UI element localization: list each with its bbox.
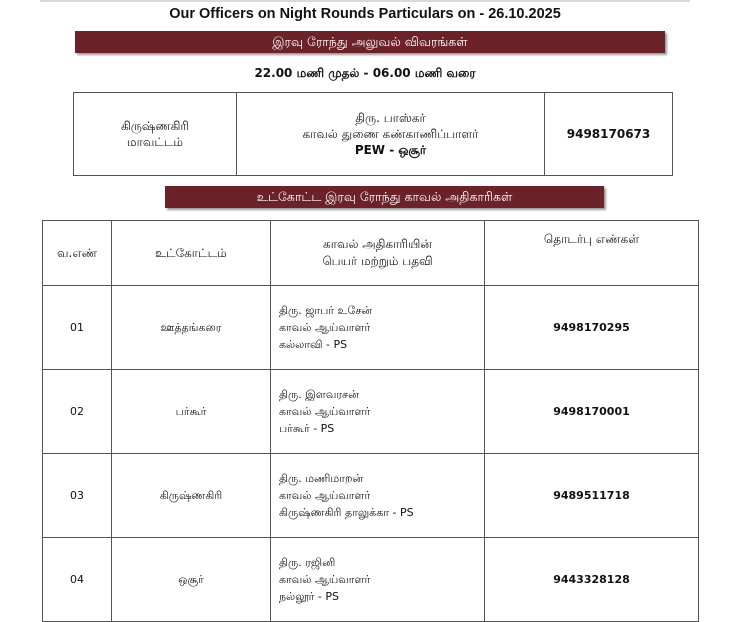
row-subdivision: கிருஷ்ணகிரி: [112, 454, 271, 538]
row-phone: 9489511718: [485, 454, 699, 538]
district-officer-rank: காவல் துணை கண்காணிப்பாளர்: [302, 127, 479, 141]
row-subdivision: ஒசூர்: [112, 538, 271, 622]
district-officer-phone: 9498170673: [545, 93, 673, 176]
header-contact: தொடர்பு எண்கள்: [485, 221, 699, 286]
district-officer-row: [74, 93, 673, 176]
district-name-line2: மாவட்டம்: [126, 135, 184, 149]
row-subdivision: ஊத்தங்கரை: [112, 286, 271, 370]
night-patrol-banner: இரவு ரோந்து அலுவல் விவரங்கள்: [75, 31, 665, 53]
officer-rank: காவல் ஆய்வாளர்: [279, 573, 371, 586]
district-officer-table: [73, 92, 673, 176]
row-sno: 04: [43, 538, 112, 622]
row-subdivision: பர்கூர்: [112, 370, 271, 454]
subdivision-officers-banner: உட்கோட்ட இரவு ரோந்து காவல் அதிகாரிகள்: [165, 186, 604, 208]
row-officer: [271, 454, 485, 538]
officer-name: திரு. ரஜினி: [279, 556, 336, 569]
officer-name: திரு. ஜாபர் உசேன்: [279, 304, 373, 317]
officer-station: நல்லூர் - PS: [279, 590, 339, 603]
header-subdivision: உட்கோட்டம்: [112, 221, 271, 286]
header-officer: [271, 221, 485, 286]
row-phone: 9443328128: [485, 538, 699, 622]
row-phone: 9498170001: [485, 370, 699, 454]
officer-rank: காவல் ஆய்வாளர்: [279, 405, 371, 418]
table-row: [43, 454, 699, 538]
row-officer: [271, 538, 485, 622]
officer-name: திரு. மணிமாறன்: [279, 472, 364, 485]
row-officer: [271, 286, 485, 370]
district-officer-cell: [237, 93, 545, 176]
district-name-cell: [74, 93, 237, 176]
header-sno: வ.எண்: [43, 221, 112, 286]
officer-station: கல்லாவி - PS: [279, 338, 348, 351]
officer-name: திரு. இளவரசன்: [279, 388, 359, 401]
header-officer-line2: பெயர் மற்றும் பதவி: [322, 254, 433, 268]
district-officer-post: PEW - ஒசூர்: [354, 143, 427, 157]
row-phone: 9498170295: [485, 286, 699, 370]
page-title: Our Officers on Night Rounds Particulars on - 26.10.2025: [169, 6, 561, 22]
row-officer: [271, 370, 485, 454]
officer-station: கிருஷ்ணகிரி தாலுக்கா - PS: [279, 506, 414, 519]
row-sno: 01: [43, 286, 112, 370]
officer-rank: காவல் ஆய்வாளர்: [279, 489, 371, 502]
district-name-line1: கிருஷ்ணகிரி: [120, 119, 190, 133]
table-header-row: [43, 221, 699, 286]
table-row: [43, 286, 699, 370]
table-row: [43, 538, 699, 622]
table-row: [43, 370, 699, 454]
patrol-timing: 22.00 மணி முதல் - 06.00 மணி வரை: [254, 66, 476, 80]
subdivision-officers-table: [42, 220, 699, 622]
top-divider: [40, 0, 690, 2]
district-officer-name: திரு. பாஸ்கர்: [355, 111, 426, 125]
header-officer-line1: காவல் அதிகாரியின்: [323, 237, 432, 251]
row-sno: 03: [43, 454, 112, 538]
row-sno: 02: [43, 370, 112, 454]
officer-rank: காவல் ஆய்வாளர்: [279, 321, 371, 334]
officer-station: பர்கூர் - PS: [279, 422, 335, 435]
